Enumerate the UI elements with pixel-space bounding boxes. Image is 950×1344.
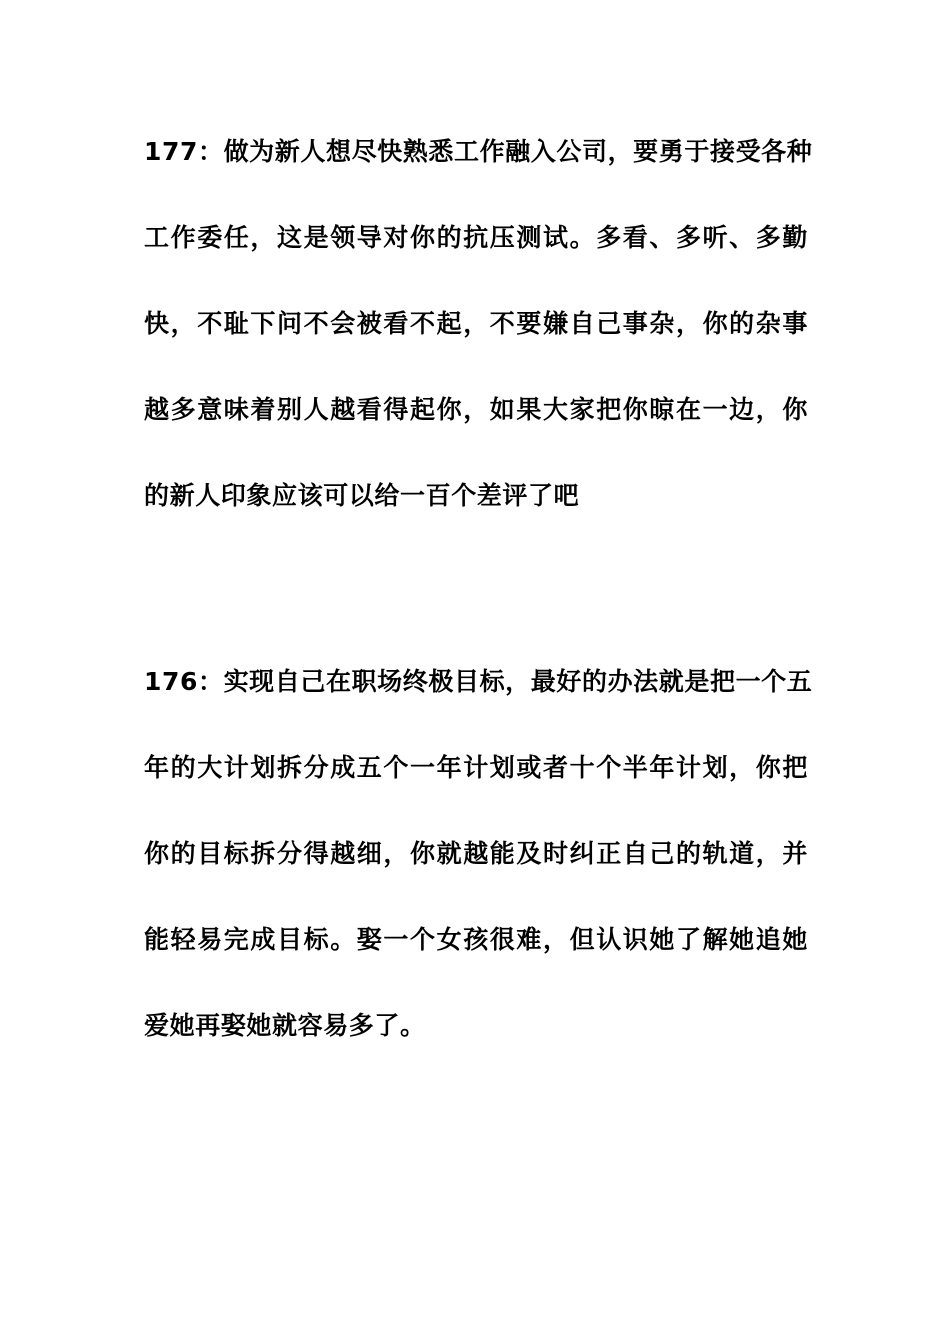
entry-176 [144, 658, 813, 1088]
paragraph-line: 的新人印象应该可以给一百个差评了吧 [144, 481, 580, 510]
paragraph-line: 越多意味着别人越看得起你，如果大家把你晾在一边，你 [144, 395, 808, 424]
paragraph-line: 工作委任，这是领导对你的抗压测试。多看、多听、多勤 [144, 223, 808, 252]
paragraph-line: 年的大计划拆分成五个一年计划或者十个半年计划，你把 [144, 753, 808, 782]
paragraph-line: 176：实现自己在职场终极目标，最好的办法就是把一个五 [144, 667, 813, 696]
entry-177 [144, 128, 813, 558]
paragraph-line: 能轻易完成目标。娶一个女孩很难，但认识她了解她追她 [144, 925, 808, 954]
paragraph-line: 爱她再娶她就容易多了。 [144, 1011, 426, 1040]
paragraph-line: 177：做为新人想尽快熟悉工作融入公司，要勇于接受各种 [144, 137, 813, 166]
paragraph-line: 快，不耻下问不会被看不起，不要嫌自己事杂，你的杂事 [144, 309, 808, 338]
paragraph-line: 你的目标拆分得越细，你就越能及时纠正自己的轨道，并 [144, 839, 808, 868]
